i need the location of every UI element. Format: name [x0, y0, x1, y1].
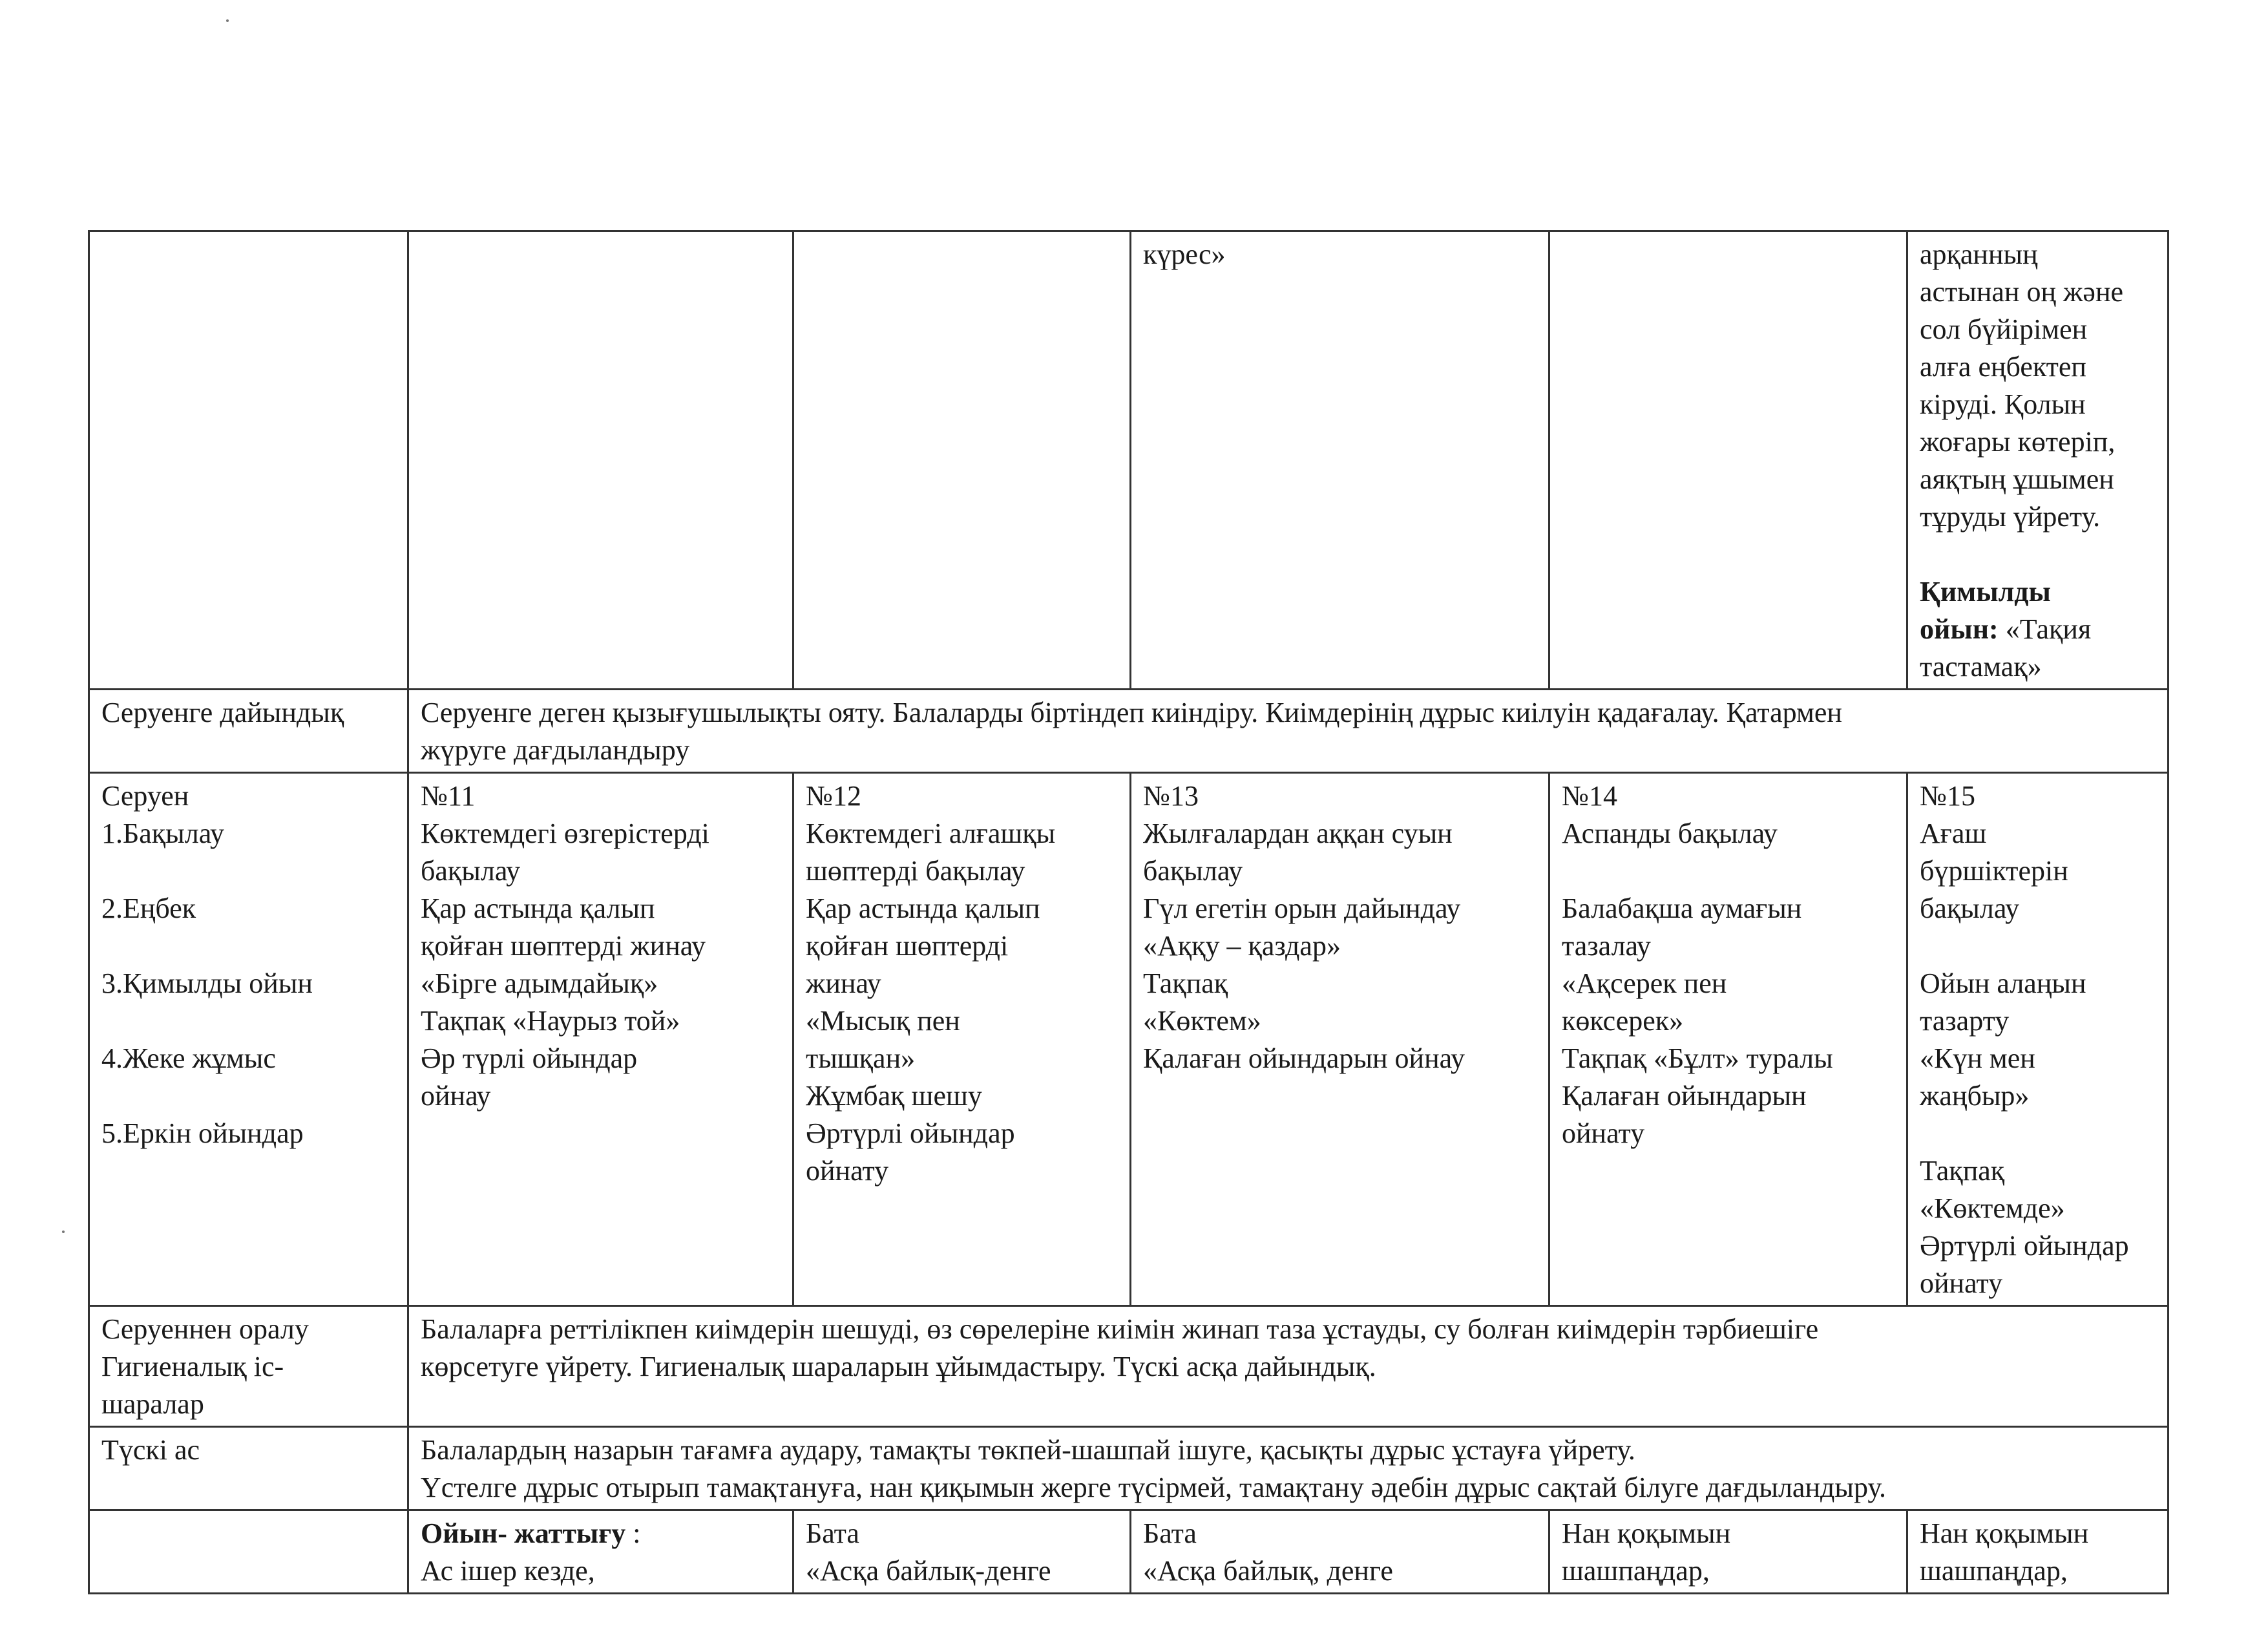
text-line: сол бүйірімен — [1920, 313, 2088, 345]
blank-line — [1920, 536, 2156, 573]
text-line: қойған шөптерді — [806, 930, 1009, 962]
cell-empty — [793, 231, 1131, 690]
text-line: Аспанды бақылау — [1562, 818, 1778, 849]
text-line: ойнату — [806, 1155, 889, 1187]
cell-empty — [408, 231, 793, 690]
text-line: шаралар — [101, 1388, 204, 1420]
cell-empty — [1549, 231, 1907, 690]
text-line: Жұмбақ шешу — [806, 1080, 982, 1112]
text-line: жинау — [806, 967, 881, 999]
blank-line — [101, 1077, 395, 1115]
return-walk-row — [89, 1306, 2168, 1427]
text-line: 2.Еңбек — [101, 893, 196, 924]
text-line: кіруді. Қолын — [1920, 388, 2086, 420]
text-line: бақылау — [421, 855, 521, 887]
text-line: №14 — [1562, 780, 1617, 812]
text-line: №13 — [1143, 780, 1199, 812]
text-line: астынан оң және — [1920, 276, 2124, 308]
text-line: жаңбыр» — [1920, 1080, 2030, 1112]
text-line: «Күн мен — [1920, 1042, 2035, 1074]
text-line: Жылғалардан аққан суын — [1143, 818, 1453, 849]
text-line: көрсетуге үйрету. Гигиеналық шараларын ұйымдастыру. Түскі асқа дайындық. — [421, 1351, 1376, 1382]
text-line: Ағаш — [1920, 818, 1987, 849]
cell-continuation-col3 — [1131, 231, 1549, 690]
text-line: Ойын алаңын — [1920, 967, 2086, 999]
walk-day-15 — [1907, 773, 2168, 1306]
text-line: «Аққу – қаздар» — [1143, 930, 1341, 962]
lunch-activity-row — [89, 1510, 2168, 1594]
scan-speck — [226, 19, 229, 22]
lunch-activity-col3 — [793, 1510, 1131, 1594]
text-line — [421, 1515, 781, 1552]
walk-prep-content — [408, 690, 2168, 773]
row-label-text: Түскі ас — [101, 1434, 200, 1466]
game-line — [1920, 611, 2156, 648]
row-label-text: Серуенге дайындық — [101, 697, 344, 728]
text-line: Ас ішер кезде, — [421, 1555, 595, 1587]
text-line: Қар астында қалып — [806, 893, 1040, 924]
text-line: Тақпақ «Бұлт» туралы — [1562, 1042, 1833, 1074]
text-line: Балаларға реттілікпен киімдерін шешуді, өз сөрелеріне киімін жинап таза ұстауды, су болған киімдерін тәрбиешіге — [421, 1313, 1819, 1345]
blank-line — [101, 927, 395, 965]
text-line: Қалаған ойындарын — [1562, 1080, 1807, 1112]
text-line: Әртүрлі ойындар — [806, 1117, 1015, 1149]
lunch-activity-col5 — [1549, 1510, 1907, 1594]
text-line: «Асқа байлық, денге — [1143, 1555, 1393, 1587]
walk-row — [89, 773, 2168, 1306]
walk-day-11 — [408, 773, 793, 1306]
return-walk-content — [408, 1306, 2168, 1427]
blank-line — [101, 1002, 395, 1040]
text-line: Тақпақ — [1920, 1155, 2005, 1187]
text-line: тышқан» — [806, 1042, 916, 1074]
text-line: 1.Бақылау — [101, 818, 224, 849]
lunch-activity-col2 — [408, 1510, 793, 1594]
text-line: Серуенге деген қызығушылықты ояту. Балаларды біртіндеп киіндіру. Киімдерінің дұрыс киілуін қадағалау. Қатармен — [421, 697, 1842, 728]
activity-heading: Ойын- жаттығу — [421, 1517, 626, 1549]
row-label — [89, 1427, 408, 1510]
text-line: аяқтың ұшымен — [1920, 463, 2114, 495]
text-line: Тақпақ — [1143, 967, 1228, 999]
text-line: көксерек» — [1562, 1005, 1684, 1037]
text-line: 4.Жеке жұмыс — [101, 1042, 276, 1074]
text-line: Гигиеналық іс- — [101, 1351, 284, 1382]
text-line: Әр түрлі ойындар — [421, 1042, 638, 1074]
text-line: Қар астында қалып — [421, 893, 655, 924]
game-heading: ойын: — [1920, 613, 1999, 645]
text-line: Қалаған ойындарын ойнау — [1143, 1042, 1465, 1074]
scan-speck — [62, 1231, 65, 1233]
game-name: «Тақия — [1998, 613, 2092, 645]
text-line: ойнау — [421, 1080, 491, 1112]
text-line: бақылау — [1920, 893, 2020, 924]
text-line: арқанның — [1920, 238, 2038, 270]
text-line: Нан қоқымын — [1562, 1517, 1731, 1549]
text-line: «Ақсерек пен — [1562, 967, 1727, 999]
text-line: Балалардың назарын тағамға аудару, тамақты төкпей-шашпай ішуге, қасықты дұрыс ұстауға үйрету. — [421, 1434, 1635, 1466]
text-line: шашпаңдар, — [1920, 1555, 2068, 1587]
walk-day-12 — [793, 773, 1131, 1306]
blank-line — [1562, 852, 1895, 890]
cell-empty — [89, 1510, 408, 1594]
game-name: тастамақ» — [1920, 651, 2042, 682]
text-line: Нан қоқымын — [1920, 1517, 2089, 1549]
blank-line — [1920, 1115, 2156, 1152]
game-heading: Қимылды — [1920, 576, 2051, 607]
text-line: Көктемдегі өзгерістерді — [421, 818, 709, 849]
text-line: тазарту — [1920, 1005, 2010, 1037]
text-line: «Бірге адымдайық» — [421, 967, 658, 999]
text-line: ойнату — [1920, 1267, 2003, 1299]
cell-empty — [89, 231, 408, 690]
text-line: Бата — [1143, 1517, 1197, 1549]
text-line: 3.Қимылды ойын — [101, 967, 313, 999]
lunch-content — [408, 1427, 2168, 1510]
cell-text: күрес» — [1143, 238, 1226, 270]
walk-day-14 — [1549, 773, 1907, 1306]
text-line: тұруды үйрету. — [1920, 501, 2101, 533]
text-line: Гүл егетін орын дайындау — [1143, 893, 1461, 924]
blank-line — [1920, 927, 2156, 965]
text-line: шөптерді бақылау — [806, 855, 1025, 887]
text-line: Серуен — [101, 780, 189, 812]
text-line: Бата — [806, 1517, 859, 1549]
walk-day-13 — [1131, 773, 1549, 1306]
row-label — [89, 690, 408, 773]
text-line: «Асқа байлық-денге — [806, 1555, 1051, 1587]
text-line: жоғары көтеріп, — [1920, 426, 2116, 458]
text-line: жүруге дағдыландыру — [421, 734, 690, 766]
activity-heading-colon: : — [625, 1517, 641, 1549]
continuation-row — [89, 231, 2168, 690]
text-line: ойнату — [1562, 1117, 1645, 1149]
text-line: шашпаңдар, — [1562, 1555, 1710, 1587]
text-line: «Көктем» — [1143, 1005, 1261, 1037]
lunch-activity-col4 — [1131, 1510, 1549, 1594]
text-line: 5.Еркін ойындар — [101, 1117, 304, 1149]
text-line: қойған шөптерді жинау — [421, 930, 706, 962]
text-line: бүршіктерін — [1920, 855, 2068, 887]
text-line: алға еңбектеп — [1920, 351, 2086, 383]
cell-continuation-col6 — [1907, 231, 2168, 690]
text-line: Әртүрлі ойындар — [1920, 1230, 2129, 1262]
walk-prep-row — [89, 690, 2168, 773]
text-line: «Мысық пен — [806, 1005, 960, 1037]
text-line: тазалау — [1562, 930, 1651, 962]
row-label — [89, 1306, 408, 1427]
lunch-activity-col6 — [1907, 1510, 2168, 1594]
text-line: Тақпақ «Наурыз той» — [421, 1005, 680, 1037]
text-line: №11 — [421, 780, 476, 812]
text-line: Серуеннен оралу — [101, 1313, 309, 1345]
row-label — [89, 773, 408, 1306]
daily-plan-table — [88, 230, 2169, 1594]
text-line: «Көктемде» — [1920, 1192, 2065, 1224]
text-line: бақылау — [1143, 855, 1243, 887]
blank-line — [101, 852, 395, 890]
text-line: Балабақша аумағын — [1562, 893, 1802, 924]
text-line: №15 — [1920, 780, 1975, 812]
text-line: Үстелге дұрыс отырып тамақтануға, нан қиқымын жерге түсірмей, тамақтану әдебін дұрыс сақтай білуге дағдыландыру. — [421, 1472, 1886, 1503]
text-line: №12 — [806, 780, 861, 812]
text-line: Көктемдегі алғашқы — [806, 818, 1056, 849]
lunch-row — [89, 1427, 2168, 1510]
